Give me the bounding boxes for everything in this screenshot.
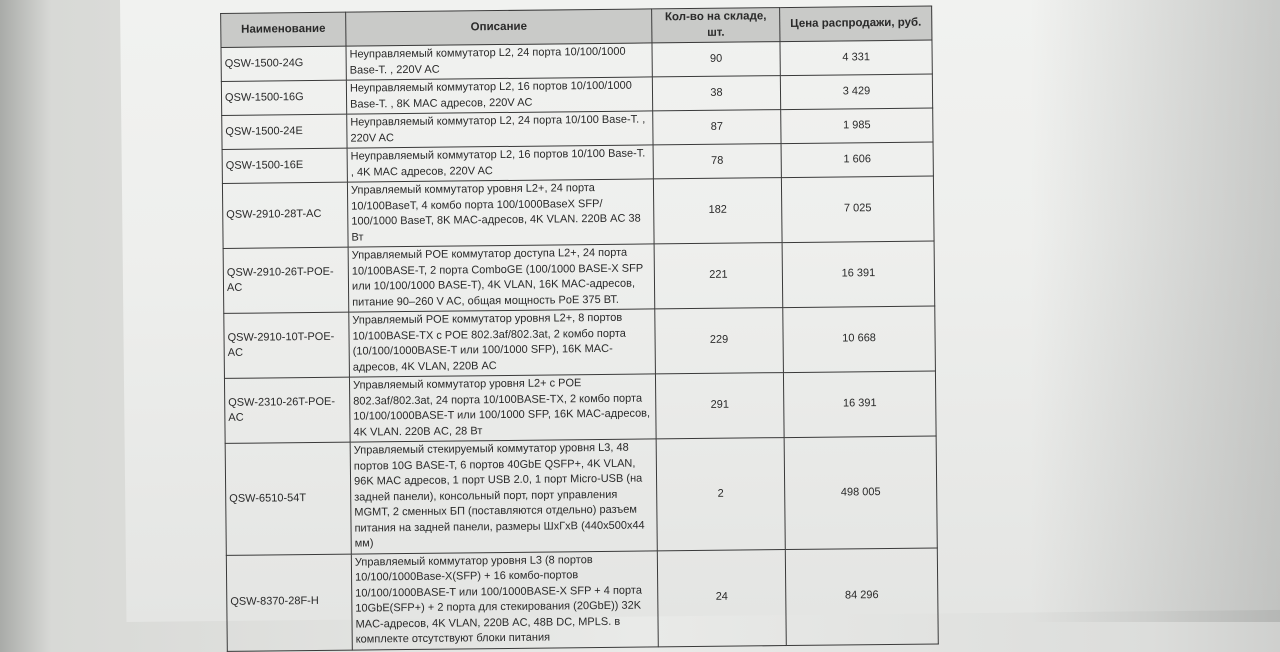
product-name: QSW-2910-10T-POE-AC bbox=[224, 312, 350, 378]
header-price: Цена распродажи, руб. bbox=[780, 6, 932, 42]
product-description: Неуправляемый коммутатор L2, 16 портов 10/100/1000 Base-T. , 8K MAC адресов, 220V AC bbox=[346, 77, 652, 114]
product-name: QSW-6510-54T bbox=[225, 442, 351, 555]
product-description: Управляемый стекируемый коммутатор уровня L3, 48 портов 10G BASE-T, 6 портов 40GbE QSFP+, 4K VLAN, 96K MAC адресов, 1 порт USB 2.0, 1 порт Micro-USB (на задней панели), консольный порт, порт управления MGMT, 2 сменных БП (поставляются отдельно) разъем питания на задней панели, размеры ШхГхВ (440х500х44 мм) bbox=[350, 439, 657, 554]
product-description: Неуправляемый коммутатор L2, 24 порта 10/100/1000 Base-T. , 220V AC bbox=[346, 43, 652, 80]
sale-price: 7 025 bbox=[781, 176, 934, 243]
product-name: QSW-1500-16E bbox=[222, 148, 347, 183]
stock-quantity: 78 bbox=[653, 144, 781, 179]
product-name: QSW-2310-26T-POE-AC bbox=[224, 377, 350, 443]
stock-quantity: 38 bbox=[652, 76, 780, 111]
stock-quantity: 291 bbox=[655, 373, 784, 439]
product-name: QSW-2910-26T-POE-AC bbox=[223, 247, 349, 313]
table-row bbox=[222, 176, 934, 248]
product-name: QSW-1500-24E bbox=[222, 114, 347, 149]
product-description: Управляемый POE коммутатор доступа L2+, 24 порта 10/100BASE-T, 2 порта ComboGE (100/1000 BASE-X SFP или 10/100/1000 BASE-T), 4K VLAN, 16K MAC-адресов, питание 90–260 V AC, общая мощность PoE 375 ВТ. bbox=[348, 244, 655, 312]
sale-price: 16 391 bbox=[782, 241, 935, 308]
sale-price: 3 429 bbox=[780, 74, 932, 110]
stock-quantity: 182 bbox=[653, 178, 782, 244]
table-row bbox=[225, 436, 937, 555]
price-table bbox=[220, 5, 939, 651]
header-quantity: Кол-во на складе, шт. bbox=[652, 8, 780, 43]
photo-shadow bbox=[1030, 0, 1280, 622]
table-row bbox=[224, 306, 936, 378]
stock-quantity: 87 bbox=[653, 110, 781, 145]
table-row bbox=[226, 547, 938, 650]
sale-price: 4 331 bbox=[780, 40, 932, 76]
stock-quantity: 90 bbox=[652, 42, 780, 77]
table-row bbox=[224, 371, 936, 443]
sale-price: 10 668 bbox=[783, 306, 936, 373]
product-name: QSW-2910-28T-AC bbox=[222, 182, 348, 248]
header-description: Описание bbox=[346, 9, 652, 46]
sale-price: 1 985 bbox=[781, 108, 933, 144]
sale-price: 84 296 bbox=[785, 547, 938, 645]
product-description: Неуправляемый коммутатор L2, 16 портов 10/100 Base-T. , 4K MAC адресов, 220V AC bbox=[347, 145, 653, 182]
product-description: Неуправляемый коммутатор L2, 24 порта 10/100 Base-T. , 220V AC bbox=[347, 111, 653, 148]
sale-price: 498 005 bbox=[784, 436, 937, 549]
product-description: Управляемый коммутатор уровня L2+ с POE 802.3af/802.3at, 24 порта 10/100BASE-TX, 2 комбо порта 10/100/1000BASE-T или 100/1000 SFP, 16K MAC-адресов, 4K VLAN. 220В AC, 28 Вт bbox=[349, 374, 656, 442]
stock-quantity: 229 bbox=[655, 308, 784, 374]
product-description: Управляемый POE коммутатор уровня L2+, 8 портов 10/100BASE-TX с POE 802.3af/802.3at, 2 комбо порта (10/100/1000BASE-T или 100/1000 SFP), 16K MAC-адресов, 4K VLAN, 220В AC bbox=[349, 309, 656, 377]
product-description: Управляемый коммутатор уровня L2+, 24 порта 10/100BaseT, 4 комбо порта 100/1000BaseX SFP/ 100/1000 BaseT, 8K MAC-адресов, 4K VLAN. 220В AC 38 Вт bbox=[347, 179, 654, 247]
table-row bbox=[223, 241, 935, 313]
product-name: QSW-1500-16G bbox=[221, 80, 346, 115]
stock-quantity: 221 bbox=[654, 243, 783, 309]
product-description: Управляемый коммутатор уровня L3 (8 портов 10/100/1000Base-X(SFP) + 16 комбо-портов 10/100/1000BASE-T или 100/1000BASE-X SFP + 4 порта 10GbE(SFP+) + 2 порта для стекирования (20GbE)) 32K MAC-адресов, 4K VLAN, 220В AC, 48В DC, MPLS. в комплекте отсутствуют блоки питания bbox=[351, 550, 658, 649]
header-name: Наименование bbox=[221, 12, 346, 47]
product-name: QSW-8370-28F-H bbox=[226, 554, 352, 651]
stock-quantity: 2 bbox=[656, 438, 785, 551]
product-name: QSW-1500-24G bbox=[221, 46, 346, 81]
stock-quantity: 24 bbox=[657, 549, 786, 646]
sale-price: 16 391 bbox=[783, 371, 936, 438]
sale-price: 1 606 bbox=[781, 142, 933, 178]
